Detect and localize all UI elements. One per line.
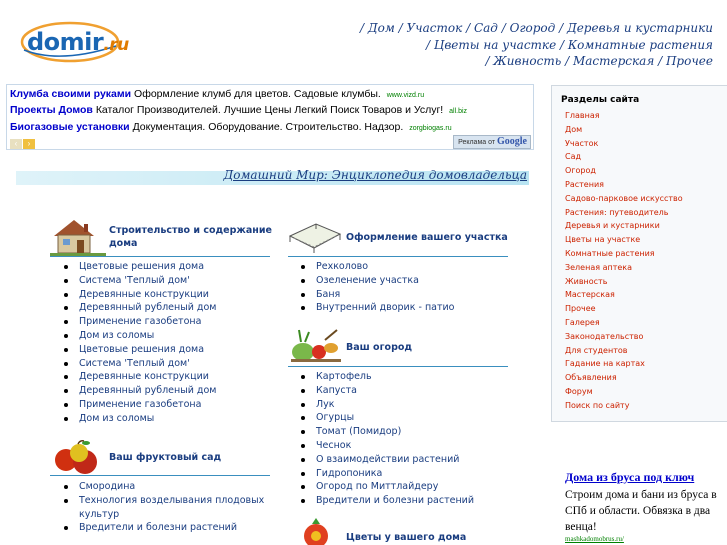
sidebar-item <box>565 288 683 302</box>
logo-suffix: .ru <box>103 35 129 55</box>
promo-text: Строим дома и бани из бруса в СПб и области. Обвязка в два венца! <box>565 489 717 533</box>
section-title-house[interactable]: Строительство и содержание дома <box>109 225 272 249</box>
list-item[interactable]: Технология возделывания плодовых культур <box>63 494 273 522</box>
list-item[interactable]: Вредители и болезни растений <box>300 494 474 508</box>
ad-text: Документация. Оборудование. Строительство. Надзор. <box>132 121 404 133</box>
sidebar-link-law[interactable]: Законодательство <box>565 331 644 341</box>
sidebar-item <box>565 233 683 247</box>
google-ads-badge[interactable]: Реклама от Google <box>453 135 531 149</box>
nav-link-house[interactable]: Дом <box>367 21 395 35</box>
sidebar-link-home[interactable]: Главная <box>565 111 600 120</box>
nav-link-flowers[interactable]: Цветы на участке <box>433 37 557 52</box>
section-divider <box>288 366 508 367</box>
section-title-plot[interactable]: Оформление вашего участка <box>346 232 508 243</box>
list-item[interactable]: Цветовые решения дома <box>63 343 216 357</box>
sidebar-item <box>565 164 683 178</box>
flower-icon <box>298 518 334 545</box>
sidebar-item <box>565 192 683 206</box>
sidebar-item <box>565 316 683 330</box>
list-item[interactable]: Баня <box>300 288 455 302</box>
list-item[interactable]: Огород по Миттлайдеру <box>300 480 474 494</box>
ad-url[interactable]: www.vizd.ru <box>386 92 425 99</box>
sidebar-link-plot[interactable]: Участок <box>565 138 599 148</box>
fruit-links-list <box>63 480 273 535</box>
sidebar-item <box>565 206 683 220</box>
nav-link-vegetable-garden[interactable]: Огород <box>509 21 556 35</box>
sidebar-sections <box>551 85 727 422</box>
section-title-fruit-garden[interactable]: Ваш фруктовый сад <box>109 452 222 463</box>
sidebar-link-search[interactable]: Поиск по сайту <box>565 400 630 410</box>
sidebar-item <box>565 330 683 344</box>
list-item[interactable]: Вредители и болезни растений <box>63 521 273 535</box>
ad-title[interactable]: Клумба своими руками <box>10 88 132 100</box>
ad-url[interactable]: zorgbiogas.ru <box>409 125 452 132</box>
sidebar-link-vegetable-garden[interactable]: Огород <box>565 166 596 176</box>
nav-link-workshop[interactable]: Мастерская <box>572 54 655 68</box>
list-item[interactable]: Дом из соломы <box>63 329 216 343</box>
list-item[interactable]: Гидропоника <box>300 467 474 481</box>
list-item[interactable]: Огурцы <box>300 411 474 425</box>
ad-next-icon[interactable]: › <box>23 139 35 149</box>
list-item[interactable]: Чеснок <box>300 439 474 453</box>
section-title-vegetable-garden[interactable]: Ваш огород <box>346 342 413 353</box>
sidebar-link-cards[interactable]: Гадание на картах <box>565 359 645 369</box>
list-item[interactable]: Система 'Теплый дом' <box>63 274 216 288</box>
google-logo: Google <box>497 136 527 147</box>
promo-url[interactable]: mashkadomobrus.ru/ <box>565 535 624 543</box>
plot-links-list <box>300 260 455 315</box>
sidebar-link-workshop[interactable]: Мастерская <box>565 290 615 300</box>
sidebar-item <box>565 399 683 413</box>
ad-item <box>10 121 452 133</box>
sidebar-link-students[interactable]: Для студентов <box>565 345 628 355</box>
ad-pager <box>10 137 36 149</box>
sidebar-link-flowers[interactable]: Цветы на участке <box>565 235 641 245</box>
site-logo[interactable] <box>20 20 128 64</box>
list-item[interactable]: Лук <box>300 398 474 412</box>
list-item[interactable]: Внутренний дворик - патио <box>300 301 455 315</box>
house-icon <box>50 216 106 256</box>
apple-icon <box>52 438 102 476</box>
list-item[interactable]: Применение газобетона <box>63 398 216 412</box>
list-item[interactable]: Озеленение участка <box>300 274 455 288</box>
list-item[interactable]: Рехколово <box>300 260 455 274</box>
list-item[interactable]: Дом из соломы <box>63 412 216 426</box>
nav-link-trees[interactable]: Деревья и кустарники <box>566 21 713 35</box>
list-item[interactable]: Деревянный рубленый дом <box>63 301 216 315</box>
sidebar-item <box>565 109 683 123</box>
nav-link-houseplants[interactable]: Комнатные растения <box>567 37 713 52</box>
ad-text: Каталог Производителей. Лучшие Цены Легкий Поиск Товаров и Услуг! <box>95 104 444 116</box>
ad-text: Оформление клумб для цветов. Садовые клумбы. <box>134 88 381 100</box>
list-item[interactable]: Деревянные конструкции <box>63 288 216 302</box>
sidebar-item <box>565 371 683 385</box>
list-item[interactable]: Томат (Помидор) <box>300 425 474 439</box>
sidebar-item <box>565 302 683 316</box>
sidebar-link-house[interactable]: Дом <box>565 124 583 134</box>
sidebar-item <box>565 137 683 151</box>
ad-item <box>10 104 467 116</box>
list-item[interactable]: Картофель <box>300 370 474 384</box>
sidebar-link-houseplants[interactable]: Комнатные растения <box>565 248 655 258</box>
list-item[interactable]: Система 'Теплый дом' <box>63 357 216 371</box>
sidebar-item <box>565 150 683 164</box>
ad-prev-icon[interactable]: ‹ <box>10 139 22 149</box>
sidebar-item <box>565 385 683 399</box>
sidebar-item <box>565 344 683 358</box>
sidebar-link-ads[interactable]: Объявления <box>565 373 617 383</box>
fence-icon <box>286 218 344 254</box>
sidebar-title: Разделы сайта <box>561 95 640 105</box>
sidebar-list <box>565 109 683 413</box>
logo-text: domir <box>27 28 104 56</box>
list-item[interactable]: О взаимодействии растений <box>300 453 474 467</box>
sidebar-link-plant-guide[interactable]: Растения: путеводитель <box>565 207 669 217</box>
promo-ad <box>565 470 725 543</box>
sidebar-item <box>565 357 683 371</box>
sidebar-item <box>565 261 683 275</box>
ad-block <box>6 84 534 150</box>
ad-item <box>10 88 424 100</box>
section-divider <box>288 256 508 257</box>
list-item[interactable]: Смородина <box>63 480 273 494</box>
section-title-flowers[interactable]: Цветы у вашего дома <box>346 532 467 543</box>
sidebar-link-herbal[interactable]: Зеленая аптека <box>565 262 633 272</box>
ad-url[interactable]: all.biz <box>449 108 468 115</box>
sidebar-link-other[interactable]: Прочее <box>565 304 596 314</box>
list-item[interactable]: Цветовые решения дома <box>63 260 216 274</box>
list-item[interactable]: Капуста <box>300 384 474 398</box>
sidebar-item <box>565 178 683 192</box>
house-links-list <box>63 260 216 426</box>
ad-title[interactable]: Биогазовые установки <box>10 121 130 133</box>
sidebar-link-animals[interactable]: Живность <box>565 276 608 286</box>
garden-links-list <box>300 370 474 508</box>
banner-title[interactable]: Домашний Мир: Энциклопедия домовладельца <box>223 168 527 182</box>
vegetables-icon <box>289 326 343 364</box>
sidebar-link-garden[interactable]: Сад <box>565 152 582 162</box>
sidebar-item <box>565 247 683 261</box>
section-divider <box>50 475 270 476</box>
sidebar-link-forum[interactable]: Форум <box>565 386 593 396</box>
nav-link-other[interactable]: Прочее <box>665 54 713 68</box>
sidebar-link-landscape[interactable]: Садово-парковое искусство <box>565 193 683 203</box>
nav-link-garden[interactable]: Сад <box>473 21 498 35</box>
sidebar-item <box>565 219 683 233</box>
list-item[interactable]: Деревянный рубленый дом <box>63 384 216 398</box>
list-item[interactable]: Применение газобетона <box>63 315 216 329</box>
promo-title[interactable]: Дома из бруса под ключ <box>565 470 695 484</box>
encyclopedia-banner <box>16 168 529 185</box>
nav-link-animals[interactable]: Живность <box>493 54 562 68</box>
list-item[interactable]: Деревянные конструкции <box>63 370 216 384</box>
section-divider <box>50 256 270 257</box>
sidebar-link-plants[interactable]: Растения <box>565 179 604 189</box>
nav-link-plot[interactable]: Участок <box>406 21 463 35</box>
sidebar-item <box>565 123 683 137</box>
sidebar-item <box>565 275 683 289</box>
sidebar-link-gallery[interactable]: Галерея <box>565 317 600 327</box>
sidebar-link-trees[interactable]: Деревья и кустарники <box>565 221 660 231</box>
ad-title[interactable]: Проекты Домов <box>10 104 93 116</box>
top-navigation: / Дом / Участок / Сад / Огород / Деревья и кустарники / Цветы на участке / Комнатные растения / Живность / Мастерская / Прочее <box>360 21 713 68</box>
